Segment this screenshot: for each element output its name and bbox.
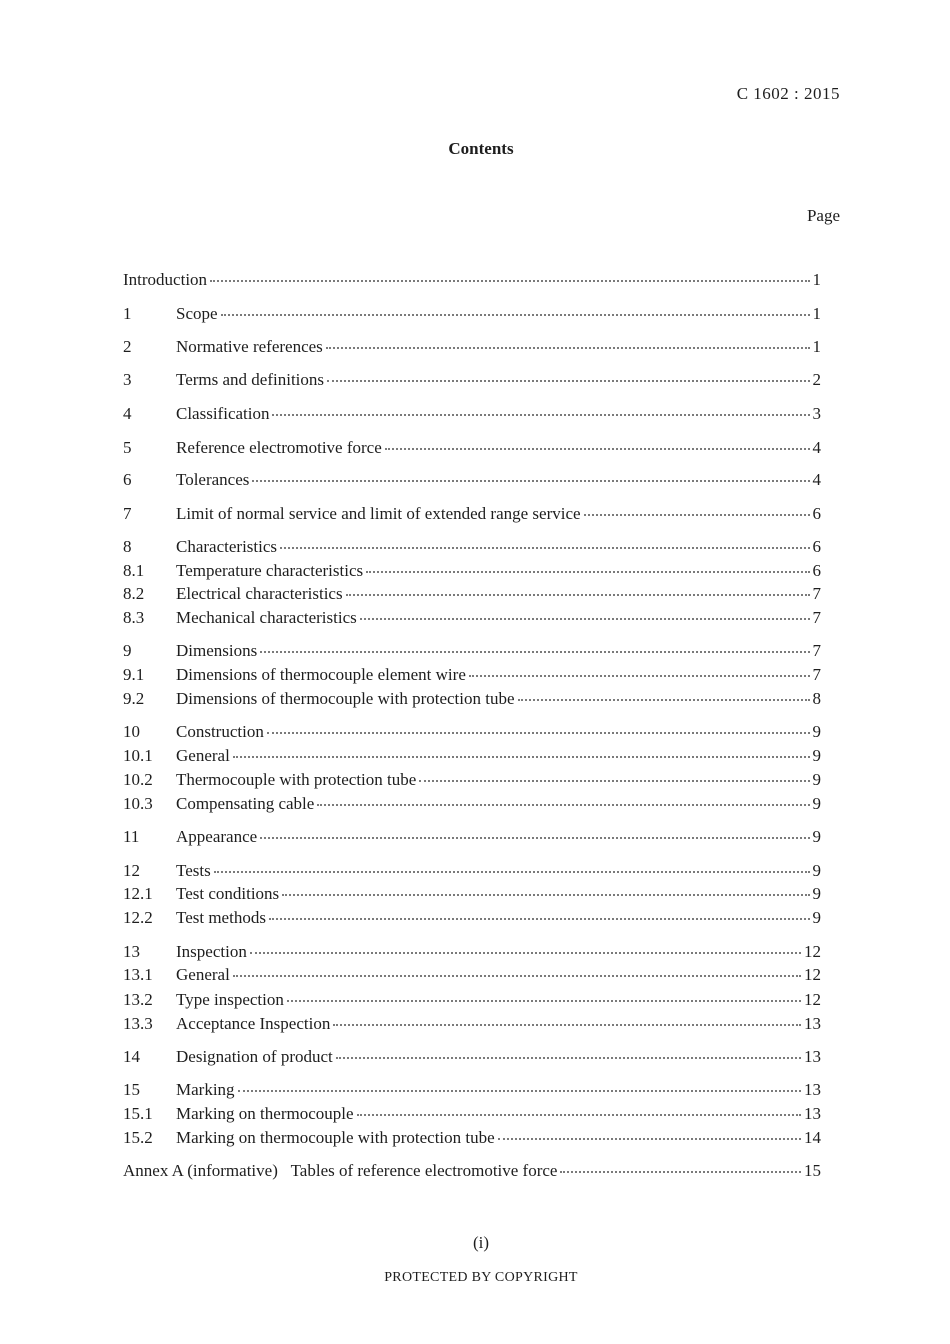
toc-entry-title: Dimensions [176, 641, 258, 660]
toc-entry-page: 13 [804, 1014, 821, 1033]
toc-entry-title: Compensating cable [176, 794, 315, 813]
toc-entry-number: 12 [123, 861, 140, 880]
toc-leader [419, 779, 809, 782]
toc-entry-title: Marking on thermocouple with protection tube [176, 1128, 495, 1147]
toc-entry-number: 7 [123, 504, 132, 523]
toc-leader [221, 313, 810, 316]
toc-entry-number: 13.1 [123, 965, 153, 984]
toc-entry-page: 1 [812, 270, 821, 289]
toc-entry[interactable] [123, 561, 821, 583]
toc-entry-page: 4 [812, 470, 821, 489]
toc-entry[interactable] [123, 861, 821, 883]
toc-leader [518, 698, 810, 701]
toc-entry[interactable] [123, 641, 821, 663]
toc-entry-title: Normative references [176, 337, 323, 356]
toc-leader [238, 1089, 801, 1092]
standard-number: C 1602 : 2015 [736, 84, 840, 103]
toc-entry-page: 4 [812, 438, 821, 457]
toc-entry-page: 12 [804, 965, 821, 984]
toc-entry-page: 13 [804, 1104, 821, 1123]
toc-leader [267, 731, 810, 734]
toc-entry-page: 7 [812, 608, 821, 627]
toc-entry-number: 6 [123, 470, 132, 489]
toc-entry-page: 9 [812, 827, 821, 846]
toc-entry-title: Marking [176, 1080, 235, 1099]
toc-entry-number: 2 [123, 337, 132, 356]
toc-leader [333, 1023, 801, 1026]
toc-leader [357, 1113, 801, 1116]
toc-entry-page: 9 [812, 770, 821, 789]
toc-entry-title: Construction [176, 722, 264, 741]
toc-entry-number: 13.3 [123, 1014, 153, 1033]
toc-entry-number: 10 [123, 722, 140, 741]
toc-entry[interactable] [123, 470, 821, 492]
toc-entry[interactable] [123, 908, 821, 930]
toc-leader [252, 479, 809, 482]
toc-entry[interactable] [123, 794, 821, 816]
toc-entry-title: Tests [176, 861, 211, 880]
toc-entry-page: 1 [812, 304, 821, 323]
toc-leader [233, 974, 801, 977]
toc-leader [282, 893, 809, 896]
toc-entry-page: 9 [812, 722, 821, 741]
toc-leader [210, 279, 809, 282]
toc-entry-number: 12.1 [123, 884, 153, 903]
toc-leader [584, 513, 810, 516]
toc-entry-page: 1 [812, 337, 821, 356]
toc-entry-title: General [176, 965, 230, 984]
toc-entry[interactable] [123, 722, 821, 744]
page-number: (i) [472, 1233, 490, 1252]
toc-entry-title: Appearance [176, 827, 258, 846]
toc-entry[interactable] [123, 827, 821, 849]
toc-leader [560, 1170, 801, 1173]
toc-leader [280, 546, 809, 549]
toc-entry-page: 6 [812, 504, 821, 523]
toc-entry-page: 6 [812, 561, 821, 580]
toc-entry-number: 10.3 [123, 794, 153, 813]
toc-entry-number: 13.2 [123, 990, 153, 1009]
toc-entry-title: Dimensions of thermocouple element wire [176, 665, 466, 684]
toc-leader [385, 447, 810, 450]
toc-entry[interactable] [123, 304, 821, 326]
toc-entry-page: 9 [812, 746, 821, 765]
toc-entry-number: 8.1 [123, 561, 145, 580]
toc-entry[interactable] [123, 1047, 821, 1069]
toc-leader [498, 1137, 801, 1140]
toc-entry-number: 12.2 [123, 908, 153, 927]
toc-entry-number: 9 [123, 641, 132, 660]
toc-entry-title: Thermocouple with protection tube [176, 770, 417, 789]
page-column-label: Page [806, 206, 840, 225]
toc-entry-title: General [176, 746, 230, 765]
toc-entry[interactable] [123, 746, 821, 768]
toc-entry-page: 12 [804, 942, 821, 961]
toc-entry-title: Annex A (informative) Tables of reference electromotive force [123, 1161, 558, 1180]
toc-leader [346, 593, 810, 596]
toc-entry-page: 3 [812, 404, 821, 423]
page-title: Contents [448, 139, 514, 158]
toc-leader [272, 413, 809, 416]
toc-entry-title: Marking on thermocouple [176, 1104, 354, 1123]
toc-entry-title: Test conditions [176, 884, 280, 903]
toc-entry-page: 8 [812, 689, 821, 708]
toc-entry-page: 7 [812, 665, 821, 684]
toc-entry-number: 4 [123, 404, 132, 423]
toc-entry[interactable] [123, 1104, 821, 1126]
toc-entry-number: 1 [123, 304, 132, 323]
toc-entry-title: Classification [176, 404, 270, 423]
toc-leader [360, 617, 810, 620]
toc-entry-page: 12 [804, 990, 821, 1009]
toc-entry-number: 13 [123, 942, 140, 961]
toc-entry[interactable] [123, 689, 821, 711]
toc-entry[interactable] [123, 1080, 821, 1102]
toc-entry-page: 9 [812, 908, 821, 927]
toc-entry-number: 8.3 [123, 608, 145, 627]
toc-entry-title: Designation of product [176, 1047, 333, 1066]
toc-entry[interactable] [123, 537, 821, 559]
toc-entry-number: 10.2 [123, 770, 153, 789]
toc-entry[interactable] [123, 608, 821, 630]
toc-entry-number: 10.1 [123, 746, 153, 765]
toc-entry[interactable] [123, 965, 821, 987]
toc-entry-page: 13 [804, 1047, 821, 1066]
toc-leader [260, 836, 809, 839]
toc-entry-number: 15.1 [123, 1104, 153, 1123]
toc-leader [260, 650, 809, 653]
toc-leader [287, 999, 801, 1002]
toc-entry-number: 8 [123, 537, 132, 556]
toc-leader [336, 1056, 801, 1059]
toc-entry-number: 9.2 [123, 689, 145, 708]
toc-entry-title: Reference electromotive force [176, 438, 382, 457]
toc-entry[interactable] [123, 370, 821, 392]
toc-entry[interactable] [123, 337, 821, 359]
toc-entry-title: Characteristics [176, 537, 278, 556]
toc-entry-title: Dimensions of thermocouple with protection tube [176, 689, 515, 708]
toc-entry-page: 7 [812, 641, 821, 660]
toc-entry-page: 7 [812, 584, 821, 603]
toc-entry-title: Electrical characteristics [176, 584, 343, 603]
toc-leader [327, 379, 809, 382]
toc-leader [469, 674, 810, 677]
toc-entry[interactable] [123, 1014, 821, 1036]
toc-entry-number: 11 [123, 827, 140, 846]
toc-entry[interactable] [123, 942, 821, 964]
toc-leader [250, 951, 801, 954]
toc-entry-number: 14 [123, 1047, 140, 1066]
toc-entry-number: 3 [123, 370, 132, 389]
toc-entry-page: 13 [804, 1080, 821, 1099]
toc-entry[interactable] [123, 990, 821, 1012]
toc-entry[interactable] [123, 665, 821, 687]
toc-entry-title: Temperature characteristics [176, 561, 364, 580]
toc-entry-number: 5 [123, 438, 132, 457]
toc-leader [317, 803, 809, 806]
toc-leader [233, 755, 810, 758]
toc-entry[interactable] [123, 1128, 821, 1150]
toc-entry-title: Mechanical characteristics [176, 608, 357, 627]
toc-entry-title: Acceptance Inspection [176, 1014, 331, 1033]
toc-entry-title: Inspection [176, 942, 247, 961]
toc-entry-number: 9.1 [123, 665, 145, 684]
toc-entry-page: 6 [812, 537, 821, 556]
toc-entry-title: Limit of normal service and limit of extended range service [176, 504, 581, 523]
toc-entry-title: Type inspection [176, 990, 284, 1009]
toc-entry-title: Terms and definitions [176, 370, 325, 389]
toc-entry-annex-a[interactable] [123, 1161, 821, 1183]
toc-entry[interactable] [123, 404, 821, 426]
toc-entry-page: 9 [812, 861, 821, 880]
toc-entry-title: Introduction [123, 270, 208, 289]
toc-entry-page: 14 [804, 1128, 821, 1147]
toc-entry-introduction[interactable] [123, 270, 821, 292]
toc-entry[interactable] [123, 770, 821, 792]
toc-entry-page: 9 [812, 794, 821, 813]
toc-leader [214, 870, 810, 873]
toc-entry-page: 9 [812, 884, 821, 903]
toc-entry-number: 15 [123, 1080, 140, 1099]
toc-leader [326, 346, 810, 349]
toc-entry-number: 15.2 [123, 1128, 153, 1147]
toc-entry-page: 15 [804, 1161, 821, 1180]
toc-leader [366, 570, 809, 573]
toc-entry[interactable] [123, 884, 821, 906]
toc-entry-number: 8.2 [123, 584, 145, 603]
toc-entry[interactable] [123, 504, 821, 526]
toc-entry[interactable] [123, 584, 821, 606]
toc-entry-page: 2 [812, 370, 821, 389]
toc-entry-title: Tolerances [176, 470, 250, 489]
toc-entry[interactable] [123, 438, 821, 460]
toc-entry-title: Test methods [176, 908, 266, 927]
copyright-notice: PROTECTED BY COPYRIGHT [384, 1270, 578, 1285]
toc-leader [269, 917, 810, 920]
toc-entry-title: Scope [176, 304, 218, 323]
